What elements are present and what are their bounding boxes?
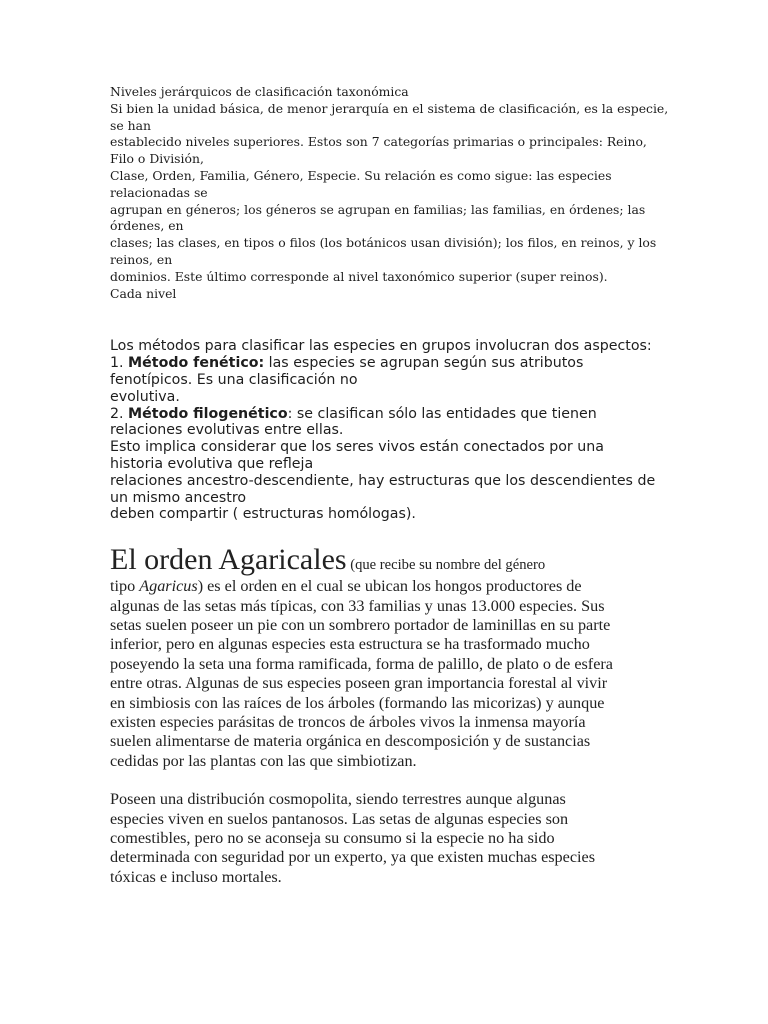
text-run: ) es el orden en el cual se ubican los hongos productores de	[197, 577, 582, 596]
agaricales-section	[110, 543, 660, 887]
text-line: cedidas por las plantas con las que simbiotizan.	[110, 751, 417, 770]
methods-section	[110, 338, 660, 523]
text-line: algunas de las setas más típicas, con 33 familias y unas 13.000 especies. Sus	[110, 596, 605, 615]
text-line: establecido niveles superiores. Estos son 7 categorías primarias o principales: Reino,	[110, 134, 647, 150]
text-line: órdenes, en	[110, 218, 184, 234]
text-line: relaciones ancestro-descendiente, hay estructuras que los descendientes de un mismo ancestro	[110, 472, 656, 506]
text-line: Si bien la unidad básica, de menor jerarquía en el sistema de clasificación, es la especie,	[110, 100, 669, 116]
paragraph	[110, 577, 660, 771]
text-line	[110, 577, 660, 596]
method-term: Método fenético:	[128, 355, 265, 372]
text-line: se han	[110, 117, 151, 133]
paragraph	[110, 790, 660, 887]
text-line: deben compartir ( estructuras homólogas).	[110, 506, 416, 523]
text-line: inferior, pero en algunas especies esta estructura se ha trasformado mucho	[110, 635, 590, 654]
text-line: Cada nivel	[110, 285, 177, 301]
text-line: Esto implica considerar que los seres vivos están conectados por una historia evolutiva que refleja	[110, 439, 604, 472]
agaricales-title-line	[110, 543, 660, 577]
title-suffix: (que recibe su nombre del género	[346, 557, 546, 574]
text-line: comestibles, pero no se aconseja su consumo si la especie no ha sido	[110, 829, 555, 847]
text-line: Clase, Orden, Familia, Género, Especie. Su relación es como sigue: las especies	[110, 167, 612, 183]
title-italic: Agaricales	[218, 543, 347, 577]
document-page	[110, 84, 669, 887]
text-line: en simbiosis con las raíces de los árboles (formando las micorizas) y aunque	[110, 693, 605, 712]
text-line: clases; las clases, en tipos o filos (los botánicos usan división); los filos, en reinos, y los	[110, 235, 657, 251]
method-term: Método filogenético	[128, 405, 288, 422]
method-description: las especies se agrupan según sus atributos fenotípicos. Es una clasificación no	[110, 355, 584, 388]
text-line: agrupan en géneros; los géneros se agrupan en familias; las familias, en órdenes; las	[110, 201, 646, 217]
method-item-phylogenetic	[110, 406, 660, 440]
text-line: poseyendo la seta una forma ramificada, forma de palillo, de plato o de esfera	[110, 654, 613, 673]
text-line: setas suelen poseer un pie con un sombrero portador de laminillas en su parte	[110, 615, 611, 634]
method-description: : se clasifican sólo las entidades que tienen relaciones evolutivas entre ellas.	[110, 405, 597, 439]
title-prefix: El orden	[110, 543, 219, 577]
item-number: 2.	[110, 405, 129, 422]
text-line: existen especies parásitas de troncos de árboles vivos la inmensa mayoría	[110, 712, 586, 731]
item-number: 1.	[110, 355, 129, 372]
text-line: determinada con seguridad por un experto, ya que existen muchas especies	[110, 848, 596, 867]
text-run: tipo	[110, 577, 140, 596]
section-heading: Niveles jerárquicos de clasificación taxonómica	[110, 84, 409, 99]
text-line: Poseen una distribución cosmopolita, siendo terrestres aunque algunas	[110, 790, 566, 809]
text-line: especies viven en suelos pantanosos. Las setas de algunas especies son	[110, 809, 569, 828]
text-line: Filo o División,	[110, 151, 204, 167]
genus-name: Agaricus	[139, 577, 198, 596]
text-line: entre otras. Algunas de sus especies poseen gran importancia forestal al vivir	[110, 674, 608, 693]
text-line: suelen alimentarse de materia orgánica en descomposición y de sustancias	[110, 732, 591, 751]
text-line: relacionadas se	[110, 184, 208, 200]
text-line: reinos, en	[110, 251, 173, 267]
text-line: evolutiva.	[110, 388, 180, 405]
taxonomy-section	[110, 84, 669, 302]
methods-intro: Los métodos para clasificar las especies en grupos involucran dos aspectos:	[110, 338, 652, 355]
method-item-phenetic	[110, 355, 660, 389]
text-line: tóxicas e incluso mortales.	[110, 867, 282, 886]
text-line: dominios. Este último corresponde al nivel taxonómico superior (super reinos).	[110, 268, 608, 284]
